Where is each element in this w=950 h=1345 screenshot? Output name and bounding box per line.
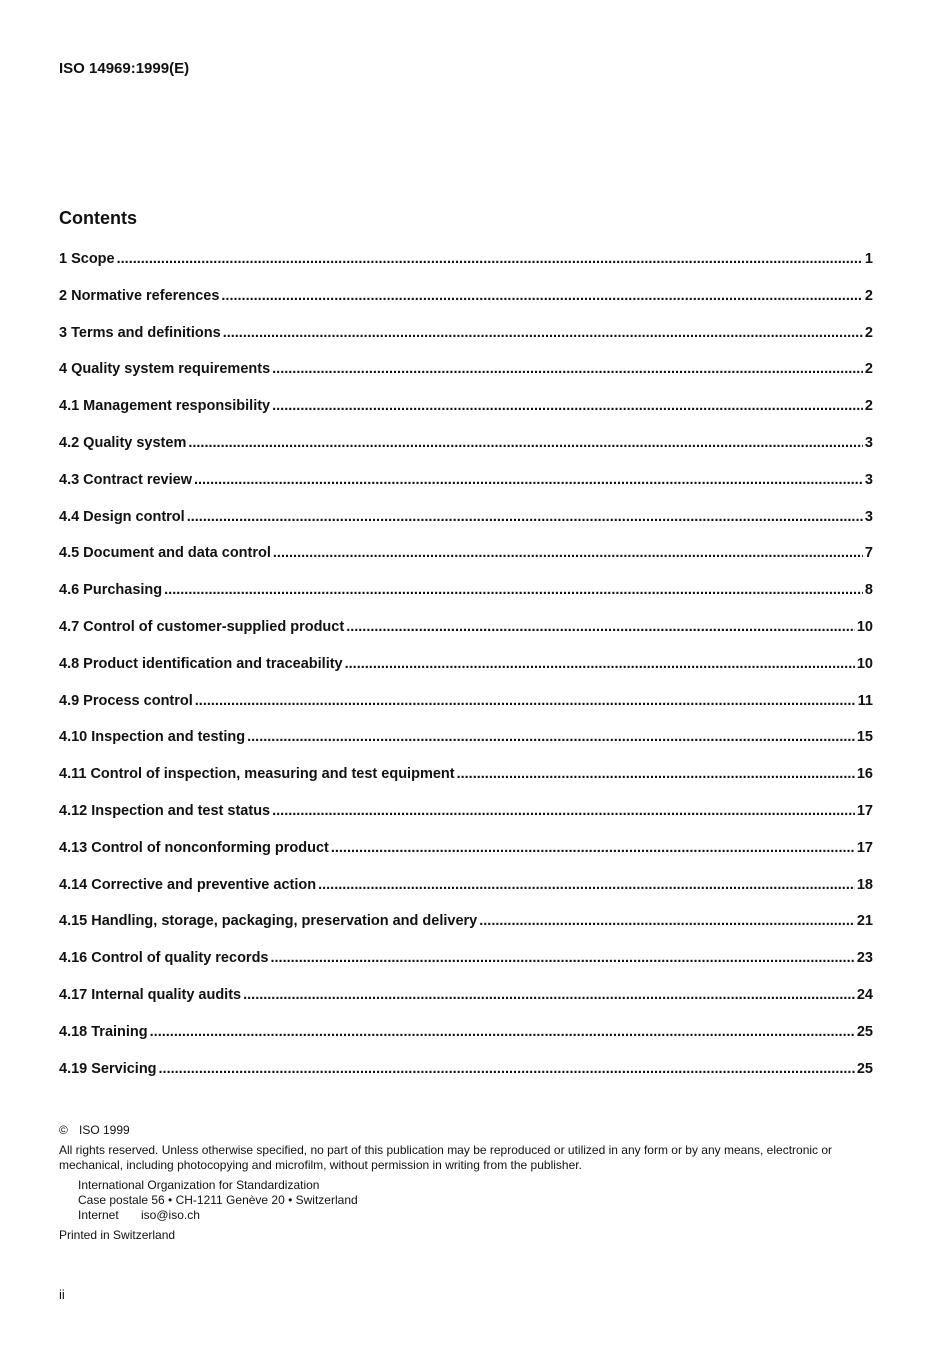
printed-in: Printed in Switzerland <box>59 1228 176 1242</box>
toc-entry-title: 4 Quality system requirements <box>59 361 271 378</box>
toc-entry-title: 4.19 Servicing <box>59 1060 157 1077</box>
copyright-line <box>59 1123 875 1138</box>
toc-dot-leader <box>331 840 855 856</box>
toc-entry-page: 11 <box>857 692 873 709</box>
copyright-symbol: © <box>59 1123 68 1137</box>
toc-entry-page: 21 <box>856 913 873 930</box>
toc-entry[interactable] <box>59 950 873 987</box>
toc-entry-page: 3 <box>864 471 873 488</box>
toc-dot-leader <box>273 545 863 561</box>
toc-entry-page: 1 <box>864 251 873 267</box>
toc-entry-title: 4.3 Contract review <box>59 471 192 488</box>
toc-entry-title: 4.4 Design control <box>59 508 185 525</box>
toc-entry-title: 4.12 Inspection and test status <box>59 802 271 819</box>
toc-entry-page: 17 <box>856 839 873 856</box>
toc-entry-title: 4.13 Control of nonconforming product <box>59 839 329 856</box>
toc-dot-leader <box>346 619 855 635</box>
toc-entry[interactable] <box>59 619 873 656</box>
toc-entry-title: 4.2 Quality system <box>59 434 187 451</box>
toc-entry-title: 1 Scope <box>59 251 115 267</box>
toc-entry-title: 4.5 Document and data control <box>59 545 271 562</box>
toc-entry-page: 15 <box>856 729 873 746</box>
toc-entry-page: 10 <box>856 618 873 635</box>
toc-dot-leader <box>247 729 855 745</box>
toc-entry-page: 24 <box>856 986 873 1003</box>
toc-entry[interactable] <box>59 913 873 950</box>
toc-entry-page: 25 <box>856 1060 873 1077</box>
toc-entry[interactable] <box>59 877 873 914</box>
toc-entry-page: 3 <box>864 508 873 525</box>
toc-entry[interactable] <box>59 1024 873 1061</box>
toc-entry[interactable] <box>59 840 873 877</box>
toc-entry-page: 2 <box>864 324 873 341</box>
toc-entry-page: 16 <box>856 766 873 783</box>
toc-dot-leader <box>195 693 856 709</box>
toc-entry-title: 4.7 Control of customer-supplied product <box>59 618 345 635</box>
email-link[interactable]: iso@iso.ch <box>141 1208 200 1222</box>
copyright-holder: ISO 1999 <box>79 1123 130 1137</box>
toc-entry[interactable] <box>59 251 873 288</box>
toc-dot-leader <box>221 288 863 304</box>
document-header: ISO 14969:1999(E) <box>59 60 190 77</box>
toc-dot-leader <box>272 803 855 819</box>
toc-dot-leader <box>159 1061 855 1077</box>
toc-entry[interactable] <box>59 729 873 766</box>
toc-dot-leader <box>479 913 855 929</box>
toc-dot-leader <box>318 877 855 893</box>
toc-entry-title: 4.15 Handling, storage, packaging, preservation and delivery <box>59 913 478 930</box>
toc-entry-page: 10 <box>856 655 873 672</box>
rights-statement: All rights reserved. Unless otherwise specified, no part of this publication may be reproduced or utilized in any form or by any means, electronic or mechanical, including photocopying and microfilm, without permission in writing from the publisher. <box>59 1143 833 1172</box>
toc-entry[interactable] <box>59 398 873 435</box>
toc-entry-page: 23 <box>856 950 873 967</box>
toc-dot-leader <box>117 251 863 267</box>
toc-entry-page: 7 <box>864 545 873 562</box>
toc-entry[interactable] <box>59 325 873 362</box>
toc-entry-page: 2 <box>864 287 873 304</box>
toc-entry[interactable] <box>59 361 873 398</box>
toc-dot-leader <box>187 509 863 525</box>
toc-dot-leader <box>150 1024 855 1040</box>
toc-entry-title: 4.10 Inspection and testing <box>59 729 246 746</box>
toc-entry-page: 18 <box>856 876 873 893</box>
toc-dot-leader <box>188 435 863 451</box>
toc-entry-title: 4.6 Purchasing <box>59 582 163 599</box>
toc-entry[interactable] <box>59 545 873 582</box>
toc-entry[interactable] <box>59 472 873 509</box>
toc-entry[interactable] <box>59 803 873 840</box>
publisher-address <box>59 1178 875 1223</box>
toc-dot-leader <box>164 582 863 598</box>
toc-dot-leader <box>243 987 855 1003</box>
toc-entry-title: 2 Normative references <box>59 287 220 304</box>
toc-entry-title: 4.11 Control of inspection, measuring and test equipment <box>59 766 455 783</box>
toc-entry[interactable] <box>59 1061 873 1098</box>
org-name: International Organization for Standardization <box>78 1178 320 1192</box>
toc-dot-leader <box>272 398 863 414</box>
toc-entry-title: 3 Terms and definitions <box>59 324 221 341</box>
toc-entry[interactable] <box>59 766 873 803</box>
toc-entry-page: 25 <box>856 1023 873 1040</box>
toc-entry-title: 4.8 Product identification and traceability <box>59 655 343 672</box>
toc-entry-title: 4.1 Management responsibility <box>59 398 271 415</box>
toc-entry-title: 4.18 Training <box>59 1023 148 1040</box>
internet-label: Internet <box>78 1208 119 1222</box>
toc-entry[interactable] <box>59 509 873 546</box>
toc-dot-leader <box>272 361 863 377</box>
internet-line <box>78 1208 875 1223</box>
page-number: ii <box>59 1287 65 1302</box>
table-of-contents <box>59 251 873 1097</box>
toc-entry-title: 4.17 Internal quality audits <box>59 986 242 1003</box>
toc-entry[interactable] <box>59 288 873 325</box>
toc-entry-page: 2 <box>864 361 873 378</box>
copyright-block <box>59 1123 875 1243</box>
toc-entry-title: 4.14 Corrective and preventive action <box>59 876 317 893</box>
toc-entry[interactable] <box>59 435 873 472</box>
toc-entry-page: 3 <box>864 434 873 451</box>
toc-entry-page: 17 <box>856 802 873 819</box>
toc-entry-page: 8 <box>864 582 873 599</box>
toc-entry[interactable] <box>59 987 873 1024</box>
toc-entry[interactable] <box>59 582 873 619</box>
toc-entry[interactable] <box>59 693 873 730</box>
toc-dot-leader <box>271 950 855 966</box>
toc-entry-title: 4.16 Control of quality records <box>59 950 269 967</box>
contents-title: Contents <box>59 208 137 228</box>
toc-dot-leader <box>345 656 855 672</box>
toc-dot-leader <box>457 766 855 782</box>
postal-address: Case postale 56 • CH-1211 Genève 20 • Switzerland <box>78 1193 358 1207</box>
toc-entry-title: 4.9 Process control <box>59 692 193 709</box>
toc-dot-leader <box>194 472 863 488</box>
toc-entry[interactable] <box>59 656 873 693</box>
toc-dot-leader <box>223 325 863 341</box>
toc-entry-page: 2 <box>864 398 873 415</box>
